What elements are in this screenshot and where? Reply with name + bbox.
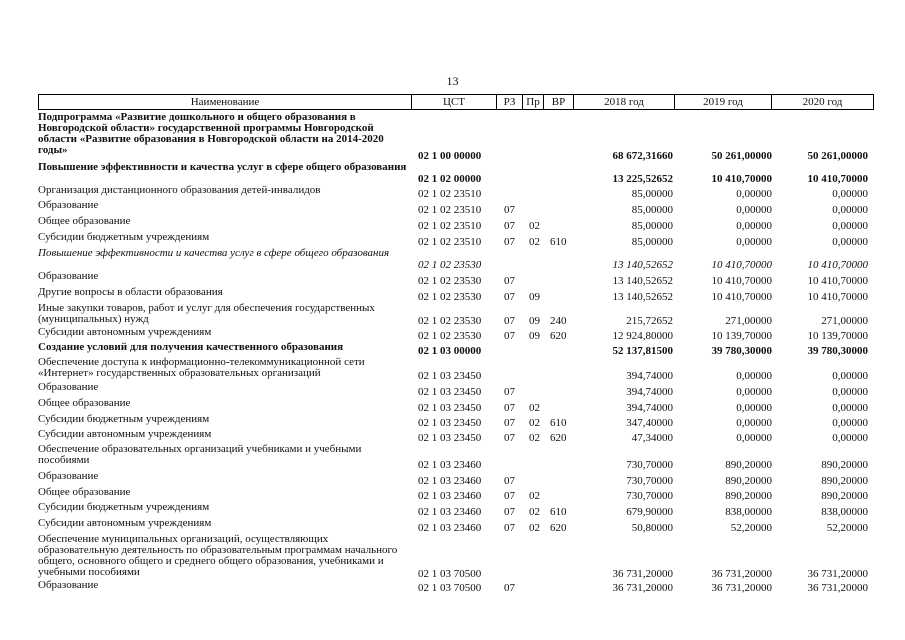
row-2018: 13 140,52652	[612, 259, 673, 271]
row-2019: 0,00000	[736, 417, 772, 429]
row-cst: 02 1 03 23450	[418, 432, 482, 444]
row-2020: 0,00000	[832, 370, 868, 382]
row-2019: 10 410,70000	[711, 291, 772, 303]
row-name: Субсидии автономным учреждениям	[38, 517, 212, 529]
row-2019: 0,00000	[736, 402, 772, 414]
row-name: Иные закупки товаров, работ и услуг для обеспечения государственных (муниципальных) нужд	[38, 302, 375, 325]
row-name: Образование	[38, 470, 99, 482]
row-cst: 02 1 02 23510	[418, 236, 482, 248]
table-row	[38, 580, 872, 594]
row-pr: 02	[529, 522, 540, 534]
row-2019: 838,00000	[725, 506, 772, 518]
row-pr: 02	[529, 417, 540, 429]
row-rz: 07	[504, 490, 515, 502]
row-name: Образование	[38, 381, 99, 393]
row-2020: 10 410,70000	[807, 291, 868, 303]
row-cst: 02 1 02 23530	[418, 275, 482, 287]
row-2019: 0,00000	[736, 188, 772, 200]
row-2018: 730,70000	[626, 490, 673, 502]
table-row	[38, 487, 872, 502]
header-rz: РЗ	[496, 95, 522, 109]
row-2018: 679,90000	[626, 506, 673, 518]
row-2020: 0,00000	[832, 204, 868, 216]
row-2019: 0,00000	[736, 370, 772, 382]
table-row	[38, 232, 872, 248]
row-2019: 10 410,70000	[711, 173, 772, 185]
row-cst: 02 1 03 23460	[418, 522, 482, 534]
row-rz: 07	[504, 330, 515, 342]
table-row	[38, 112, 872, 162]
row-2019: 0,00000	[736, 220, 772, 232]
row-2018: 730,70000	[626, 475, 673, 487]
row-cst: 02 1 03 23460	[418, 490, 482, 502]
row-cst: 02 1 03 23460	[418, 506, 482, 518]
row-2020: 36 731,20000	[807, 582, 868, 594]
row-name: Подпрограмма «Развитие дошкольного и общего образования в Новгородской области» государственной программы Новгородской области «Развитие образования в Новгородской области на 2014-2020 годы»	[38, 111, 384, 156]
row-name: Обеспечение муниципальных организаций, осуществляющих образовательную деятельность по образовательным программам начального общего, основного общего и среднего общего образования, учебниками и учебными пособиями	[38, 533, 398, 578]
table-row	[38, 185, 872, 200]
row-2018: 394,74000	[626, 402, 673, 414]
row-name: Субсидии бюджетным учреждениям	[38, 501, 210, 513]
row-pr: 02	[529, 432, 540, 444]
row-name: Другие вопросы в области образования	[38, 286, 223, 298]
row-cst: 02 1 03 23450	[418, 417, 482, 429]
row-2018: 85,00000	[631, 204, 673, 216]
row-vr: 620	[550, 522, 567, 534]
table-row	[38, 444, 872, 471]
row-rz: 07	[504, 204, 515, 216]
table-row	[38, 327, 872, 342]
header-vr: ВР	[543, 95, 573, 109]
row-2019: 890,20000	[725, 459, 772, 471]
table-row	[38, 200, 872, 216]
row-2020: 0,00000	[832, 220, 868, 232]
row-rz: 07	[504, 432, 515, 444]
row-2020: 0,00000	[832, 432, 868, 444]
row-name: Субсидии автономным учреждениям	[38, 428, 212, 440]
header-name: Наименование	[190, 96, 260, 108]
row-2018: 68 672,31660	[612, 150, 673, 162]
row-vr: 240	[550, 315, 567, 327]
row-rz: 07	[504, 386, 515, 398]
row-2019: 0,00000	[736, 236, 772, 248]
row-name: Обеспечение доступа к информационно-телекоммуникационной сети «Интернет» государственных образовательных организаций	[38, 356, 365, 379]
row-name: Образование	[38, 270, 99, 282]
row-2020: 10 410,70000	[807, 259, 868, 271]
row-2020: 0,00000	[832, 236, 868, 248]
header-pr: Пр	[522, 95, 543, 109]
row-2018: 12 924,80000	[612, 330, 673, 342]
row-2019: 890,20000	[725, 475, 772, 487]
row-2020: 0,00000	[832, 402, 868, 414]
row-2020: 10 410,70000	[807, 275, 868, 287]
row-2020: 838,00000	[821, 506, 868, 518]
row-name: Общее образование	[38, 486, 131, 498]
row-2018: 85,00000	[631, 188, 673, 200]
row-2018: 47,34000	[631, 432, 673, 444]
row-2020: 0,00000	[832, 386, 868, 398]
row-2020: 890,20000	[821, 475, 868, 487]
table-row	[38, 271, 872, 287]
table-row	[38, 429, 872, 444]
row-rz: 07	[504, 275, 515, 287]
row-cst: 02 1 03 23450	[418, 386, 482, 398]
row-name: Образование	[38, 199, 99, 211]
table-row	[38, 248, 872, 271]
row-cst: 02 1 03 23460	[418, 475, 482, 487]
row-2020: 39 780,30000	[807, 345, 868, 357]
row-pr: 09	[529, 330, 540, 342]
row-cst: 02 1 02 23530	[418, 330, 482, 342]
row-name: Создание условий для получения качественного образования	[38, 341, 344, 353]
header-cst: ЦСТ	[411, 95, 496, 109]
table-row	[38, 162, 872, 185]
row-2018: 52 137,81500	[612, 345, 673, 357]
row-cst: 02 1 03 00000	[418, 345, 482, 357]
row-name: Повышение эффективности и качества услуг в сфере общего образования	[38, 161, 407, 173]
row-2018: 394,74000	[626, 386, 673, 398]
row-2019: 39 780,30000	[711, 345, 772, 357]
row-2018: 347,40000	[626, 417, 673, 429]
row-rz: 07	[504, 402, 515, 414]
row-rz: 07	[504, 220, 515, 232]
row-2020: 36 731,20000	[807, 568, 868, 580]
row-2018: 13 140,52652	[612, 291, 673, 303]
table-row	[38, 303, 872, 327]
row-2020: 0,00000	[832, 188, 868, 200]
header-2019: 2019 год	[674, 95, 771, 109]
row-name: Повышение эффективности и качества услуг в сфере общего образования	[38, 247, 390, 259]
row-2018: 36 731,20000	[612, 568, 673, 580]
row-rz: 07	[504, 315, 515, 327]
row-2019: 10 410,70000	[711, 259, 772, 271]
row-cst: 02 1 02 23530	[418, 291, 482, 303]
row-cst: 02 1 02 23510	[418, 220, 482, 232]
row-2019: 36 731,20000	[711, 568, 772, 580]
row-name: Общее образование	[38, 215, 131, 227]
row-name: Субсидии бюджетным учреждениям	[38, 231, 210, 243]
table-row	[38, 216, 872, 232]
row-2019: 0,00000	[736, 386, 772, 398]
row-2019: 0,00000	[736, 432, 772, 444]
table-row	[38, 398, 872, 414]
row-name: Образование	[38, 579, 99, 591]
row-2019: 52,20000	[730, 522, 772, 534]
table-row	[38, 534, 872, 580]
row-2020: 50 261,00000	[807, 150, 868, 162]
row-2018: 13 225,52652	[612, 173, 673, 185]
row-cst: 02 1 03 70500	[418, 568, 482, 580]
row-2018: 85,00000	[631, 220, 673, 232]
row-cst: 02 1 02 23510	[418, 188, 482, 200]
row-2018: 13 140,52652	[612, 275, 673, 287]
row-2019: 10 139,70000	[711, 330, 772, 342]
row-2019: 890,20000	[725, 490, 772, 502]
table-row	[38, 518, 872, 534]
row-cst: 02 1 02 23510	[418, 204, 482, 216]
table-row	[38, 382, 872, 398]
row-2020: 10 139,70000	[807, 330, 868, 342]
row-pr: 02	[529, 506, 540, 518]
row-cst: 02 1 03 23450	[418, 402, 482, 414]
table-row	[38, 287, 872, 303]
row-vr: 620	[550, 330, 567, 342]
row-pr: 02	[529, 490, 540, 502]
row-2020: 0,00000	[832, 417, 868, 429]
row-2020: 890,20000	[821, 459, 868, 471]
row-cst: 02 1 00 00000	[418, 150, 482, 162]
row-rz: 07	[504, 236, 515, 248]
row-pr: 09	[529, 291, 540, 303]
row-rz: 07	[504, 291, 515, 303]
row-2019: 271,00000	[725, 315, 772, 327]
row-name: Общее образование	[38, 397, 131, 409]
row-2018: 50,80000	[631, 522, 673, 534]
row-2020: 10 410,70000	[807, 173, 868, 185]
row-cst: 02 1 03 23450	[418, 370, 482, 382]
table-row	[38, 342, 872, 357]
row-pr: 02	[529, 402, 540, 414]
row-name: Организация дистанционного образования детей-инвалидов	[38, 184, 321, 196]
row-cst: 02 1 03 23460	[418, 459, 482, 471]
row-vr: 610	[550, 236, 567, 248]
row-vr: 620	[550, 432, 567, 444]
row-2018: 85,00000	[631, 236, 673, 248]
row-2018: 215,72652	[626, 315, 673, 327]
row-cst: 02 1 02 23530	[418, 259, 482, 271]
header-2018: 2018 год	[573, 95, 674, 109]
row-rz: 07	[504, 582, 515, 594]
row-vr: 610	[550, 417, 567, 429]
row-2020: 52,20000	[826, 522, 868, 534]
row-cst: 02 1 02 23530	[418, 315, 482, 327]
row-pr: 09	[529, 315, 540, 327]
row-2020: 890,20000	[821, 490, 868, 502]
table-row	[38, 414, 872, 429]
row-2020: 271,00000	[821, 315, 868, 327]
table-row	[38, 357, 872, 382]
row-2019: 10 410,70000	[711, 275, 772, 287]
row-vr: 610	[550, 506, 567, 518]
row-name: Обеспечение образовательных организаций учебниками и учебными пособиями	[38, 443, 362, 466]
table-row	[38, 471, 872, 487]
row-2018: 36 731,20000	[612, 582, 673, 594]
row-2018: 394,74000	[626, 370, 673, 382]
header-2020: 2020 год	[771, 95, 873, 109]
row-cst: 02 1 03 70500	[418, 582, 482, 594]
row-2019: 50 261,00000	[711, 150, 772, 162]
row-2019: 36 731,20000	[711, 582, 772, 594]
table-header	[38, 94, 874, 110]
page-number: 13	[446, 74, 459, 88]
row-2018: 730,70000	[626, 459, 673, 471]
row-pr: 02	[529, 236, 540, 248]
row-rz: 07	[504, 506, 515, 518]
row-name: Субсидии бюджетным учреждениям	[38, 413, 210, 425]
row-pr: 02	[529, 220, 540, 232]
row-rz: 07	[504, 475, 515, 487]
row-name: Субсидии автономным учреждениям	[38, 326, 212, 338]
row-cst: 02 1 02 00000	[418, 173, 482, 185]
table-row	[38, 502, 872, 518]
row-rz: 07	[504, 522, 515, 534]
row-rz: 07	[504, 417, 515, 429]
row-2019: 0,00000	[736, 204, 772, 216]
